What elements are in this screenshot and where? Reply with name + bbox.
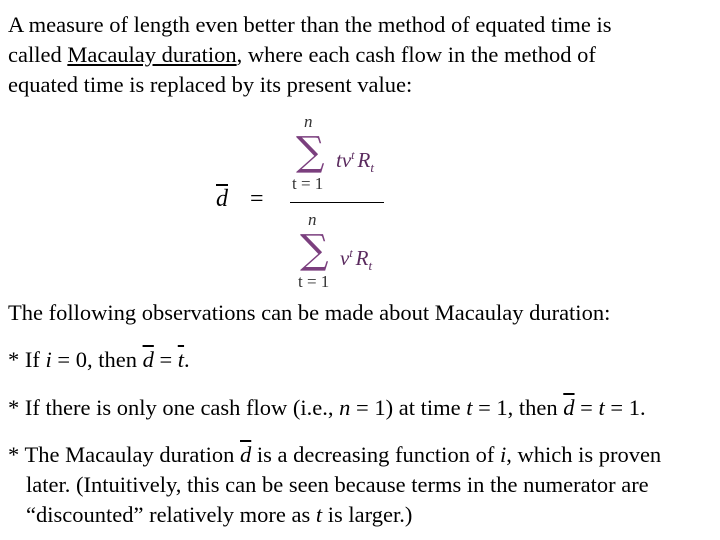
intro-paragraph [8, 10, 612, 100]
observation-2: * If there is only one cash flow (i.e., n = 1) at time t = 1, then $\overline{d} = t = 1$. [8, 395, 646, 420]
numerator-upper-limit: n [304, 112, 313, 131]
intro-line-3: equated time is replaced by its present value: [8, 72, 413, 97]
denominator-lower-limit: t = 1 [298, 272, 330, 291]
observation-3 [8, 440, 661, 530]
intro-line-2 [8, 40, 612, 70]
formula-equals: = [250, 186, 264, 212]
observations-heading: The following observations can be made about Macaulay duration: [8, 300, 611, 325]
observation-3-line-2: later. (Intuitively, this can be seen because terms in the numerator are [26, 472, 649, 497]
macaulay-duration-term: Macaulay duration [67, 42, 237, 67]
observation-3-line-3: “discounted” relatively more as t is larger.) [26, 502, 413, 527]
fraction-bar [290, 202, 384, 203]
observation-3-line-1: * The Macaulay duration $\overline{d}$ is a decreasing function of i, which is proven [8, 442, 662, 467]
numerator-lower-limit: t = 1 [292, 174, 324, 193]
denominator-term-v: $v^t$ $R_t$ [340, 246, 373, 274]
numerator-sum-symbol: ∑ [296, 129, 325, 175]
formula-lhs-d: $\overline{d}$ [216, 186, 228, 212]
denominator-upper-limit: n [308, 210, 317, 229]
numerator-term-tv: $tv^t$ $R_t$ [336, 148, 374, 176]
observation-1: * If i = 0, then $\overline{d} = \overline{t}$. [8, 347, 190, 372]
intro-line-1: A measure of length even better than the method of equated time is [8, 12, 612, 37]
denominator-sum-symbol: ∑ [300, 227, 329, 273]
intro-line-2-prefix: called [8, 42, 68, 67]
intro-line-2-suffix: , where each cash flow in the method of [236, 42, 596, 67]
macaulay-formula [0, 110, 720, 290]
